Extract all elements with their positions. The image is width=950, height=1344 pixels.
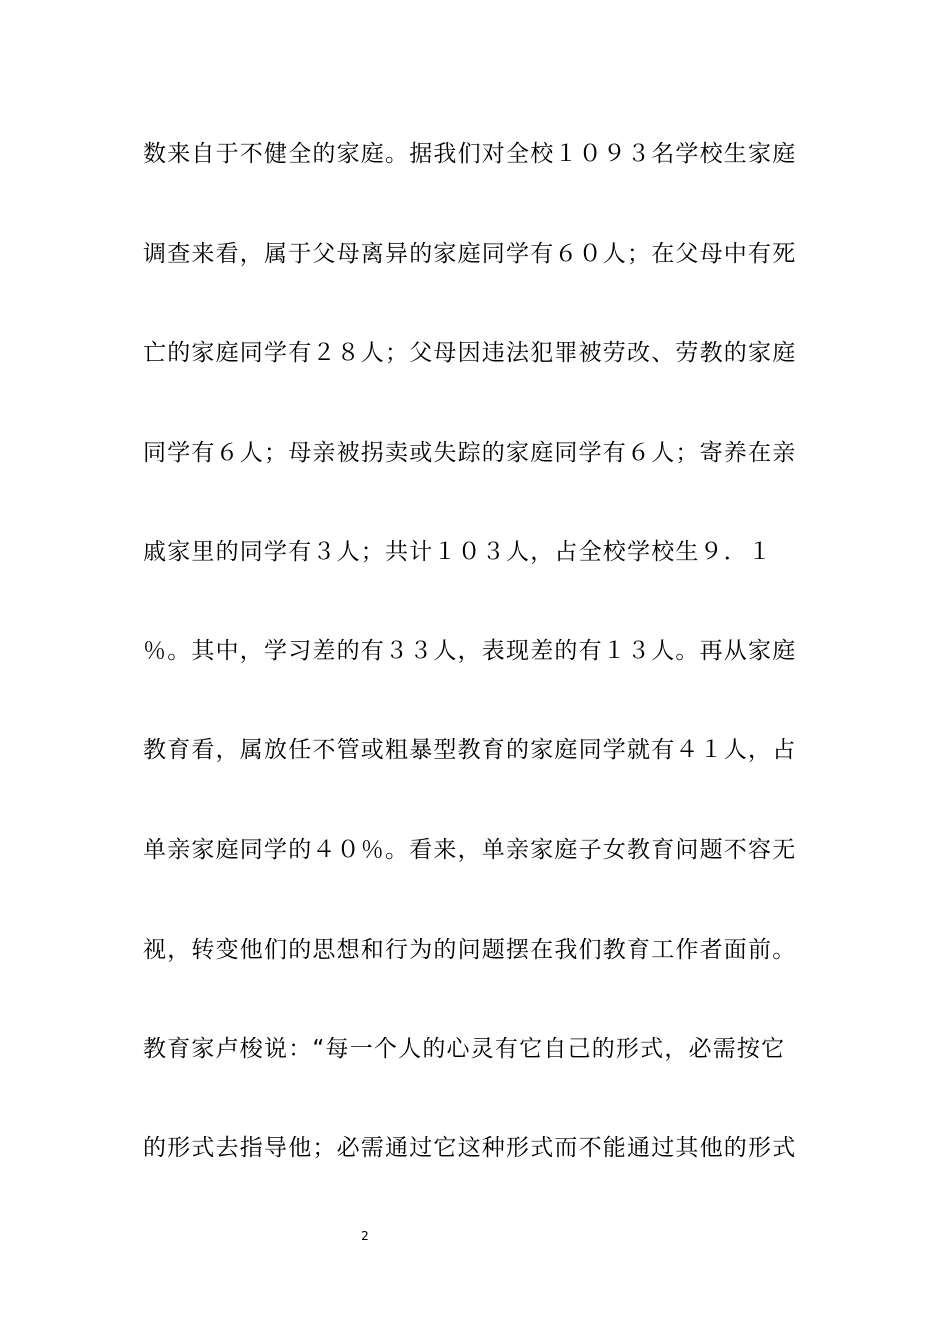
text-line: ％。其中，学习差的有３３人，表现差的有１３人。再从家庭 <box>143 638 797 664</box>
text-line: 教育看，属放任不管或粗暴型教育的家庭同学就有４１人，占 <box>143 737 797 763</box>
text-line: 亡的家庭同学有２８人；父母因违法犯罪被劳改、劳教的家庭 <box>143 340 797 366</box>
text-line: 单亲家庭同学的４０％。看来，单亲家庭子女教育问题不容无 <box>143 837 797 863</box>
text-line: 视，转变他们的思想和行为的问题摆在我们教育工作者面前。 <box>143 937 797 963</box>
text-line: 的形式去指导他；必需通过它这种形式而不能通过其他的形式 <box>143 1135 797 1161</box>
text-line: 调查来看，属于父母离异的家庭同学有６０人；在父母中有死 <box>143 241 797 267</box>
text-line: 教育家卢梭说：“每一个人的心灵有它自己的形式，必需按它 <box>143 1036 786 1062</box>
text-line: 同学有６人；母亲被拐卖或失踪的家庭同学有６人；寄养在亲 <box>143 440 797 466</box>
text-line: 数来自于不健全的家庭。据我们对全校１０９３名学校生家庭 <box>143 141 797 167</box>
page-number: 2 <box>361 1229 369 1243</box>
text-line: 戚家里的同学有３人；共计１０３人，占全校学校生９．１ <box>143 539 773 565</box>
